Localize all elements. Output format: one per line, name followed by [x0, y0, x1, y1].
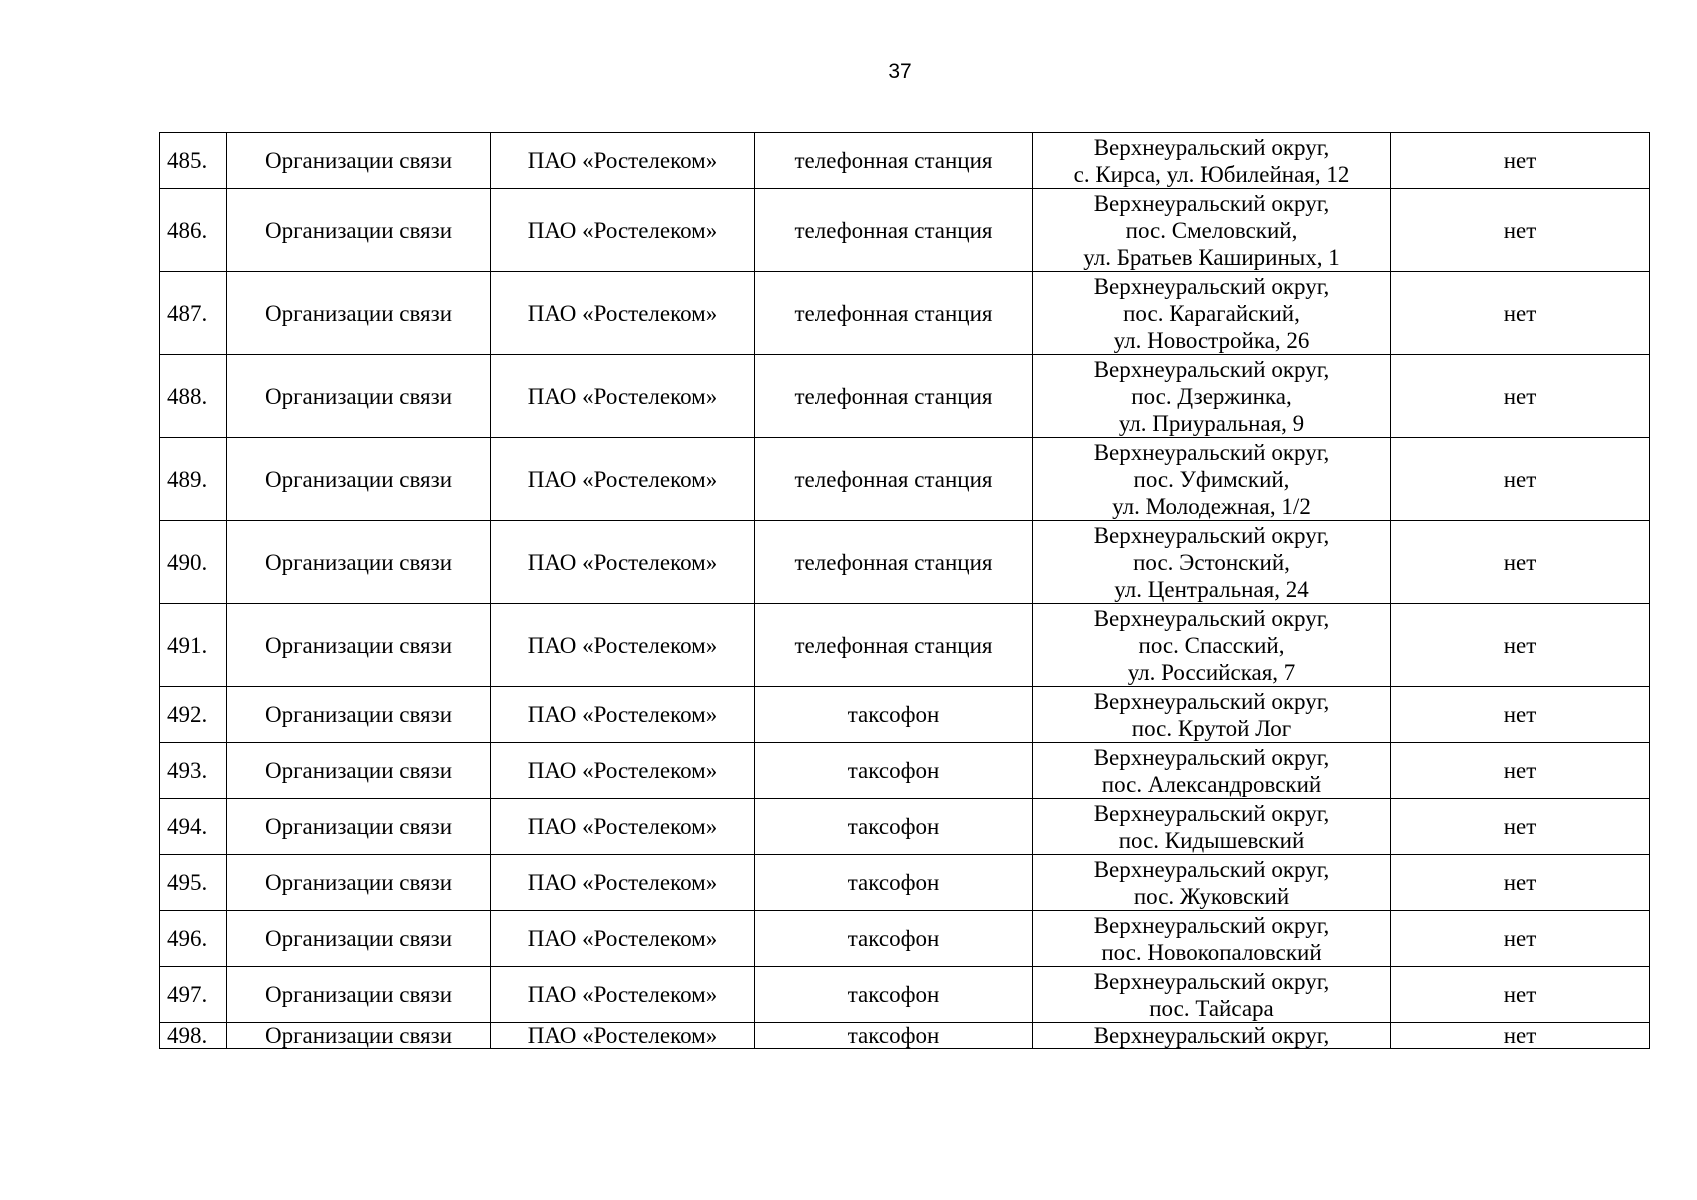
address-line: Верхнеуральский округ, — [1093, 968, 1330, 994]
category-cell: Организации связи — [227, 355, 491, 438]
category-cell: Организации связи — [227, 604, 491, 687]
address-line: пос. Крутой Лог — [1131, 715, 1292, 741]
object-type-cell: телефонная станция — [755, 355, 1033, 438]
table-row — [160, 438, 1650, 521]
address-line: ул. Братьев Кашириных, 1 — [1083, 244, 1340, 270]
address-cell — [1033, 967, 1391, 1023]
row-number-cell: 493. — [160, 743, 227, 799]
organization-cell: ПАО «Ростелеком» — [491, 743, 755, 799]
category-cell: Организации связи — [227, 189, 491, 272]
address-cell — [1033, 799, 1391, 855]
object-type-cell: телефонная станция — [755, 272, 1033, 355]
status-cell: нет — [1391, 438, 1650, 521]
row-number-cell: 497. — [160, 967, 227, 1023]
category-cell: Организации связи — [227, 1023, 491, 1049]
status-cell: нет — [1391, 272, 1650, 355]
status-cell: нет — [1391, 521, 1650, 604]
table-row — [160, 799, 1650, 855]
organization-cell: ПАО «Ростелеком» — [491, 687, 755, 743]
address-line: пос. Дзержинка, — [1131, 383, 1292, 409]
address-line: пос. Карагайский, — [1123, 300, 1300, 326]
object-type-cell: телефонная станция — [755, 133, 1033, 189]
address-line: пос. Кидышевский — [1118, 827, 1305, 853]
status-cell: нет — [1391, 189, 1650, 272]
status-cell: нет — [1391, 604, 1650, 687]
table-row — [160, 967, 1650, 1023]
row-number-cell: 492. — [160, 687, 227, 743]
organization-cell: ПАО «Ростелеком» — [491, 355, 755, 438]
address-line: ул. Приуральная, 9 — [1118, 410, 1305, 436]
object-type-cell: таксофон — [755, 967, 1033, 1023]
page-number: 37 — [888, 60, 912, 83]
category-cell: Организации связи — [227, 743, 491, 799]
category-cell: Организации связи — [227, 967, 491, 1023]
row-number-cell: 496. — [160, 911, 227, 967]
status-cell: нет — [1391, 355, 1650, 438]
organization-cell: ПАО «Ростелеком» — [491, 799, 755, 855]
row-number-cell: 498. — [160, 1023, 227, 1049]
address-line: ул. Центральная, 24 — [1114, 576, 1309, 602]
object-type-cell: таксофон — [755, 855, 1033, 911]
status-cell: нет — [1391, 687, 1650, 743]
address-cell — [1033, 438, 1391, 521]
address-line: Верхнеуральский округ, — [1093, 273, 1330, 299]
organization-cell: ПАО «Ростелеком» — [491, 521, 755, 604]
address-line: Верхнеуральский округ, — [1093, 744, 1330, 770]
table-row — [160, 189, 1650, 272]
address-line: Верхнеуральский округ, — [1093, 688, 1330, 714]
address-line: Верхнеуральский округ, — [1093, 522, 1330, 548]
table-row — [160, 687, 1650, 743]
address-line: Верхнеуральский округ, — [1093, 856, 1330, 882]
organization-cell: ПАО «Ростелеком» — [491, 189, 755, 272]
address-line: Верхнеуральский округ, — [1093, 356, 1330, 382]
status-cell: нет — [1391, 743, 1650, 799]
row-number-cell: 494. — [160, 799, 227, 855]
address-line: пос. Александровский — [1101, 771, 1322, 797]
address-line: пос. Уфимский, — [1133, 466, 1290, 492]
row-number-cell: 489. — [160, 438, 227, 521]
table-row — [160, 855, 1650, 911]
object-type-cell: таксофон — [755, 687, 1033, 743]
address-cell — [1033, 855, 1391, 911]
object-type-cell: телефонная станция — [755, 189, 1033, 272]
table-row — [160, 1023, 1650, 1049]
address-cell — [1033, 189, 1391, 272]
object-type-cell: телефонная станция — [755, 604, 1033, 687]
address-line: Верхнеуральский округ, — [1093, 190, 1330, 216]
row-number-cell: 490. — [160, 521, 227, 604]
organization-cell: ПАО «Ростелеком» — [491, 855, 755, 911]
table-row — [160, 272, 1650, 355]
category-cell: Организации связи — [227, 438, 491, 521]
address-line: Верхнеуральский округ, — [1093, 912, 1330, 938]
organization-cell: ПАО «Ростелеком» — [491, 604, 755, 687]
organization-cell: ПАО «Ростелеком» — [491, 1023, 755, 1049]
object-type-cell: телефонная станция — [755, 438, 1033, 521]
address-cell — [1033, 133, 1391, 189]
table-row — [160, 911, 1650, 967]
address-line: пос. Смеловский, — [1125, 217, 1298, 243]
object-type-cell: таксофон — [755, 911, 1033, 967]
address-line: ул. Молодежная, 1/2 — [1112, 493, 1311, 519]
table-row — [160, 355, 1650, 438]
category-cell: Организации связи — [227, 133, 491, 189]
address-line: пос. Жуковский — [1133, 883, 1290, 909]
status-cell: нет — [1391, 799, 1650, 855]
status-cell: нет — [1391, 855, 1650, 911]
address-line: Верхнеуральский округ, — [1093, 439, 1330, 465]
address-cell — [1033, 355, 1391, 438]
address-line: Верхнеуральский округ, — [1093, 800, 1330, 826]
address-line: ул. Российская, 7 — [1127, 659, 1296, 685]
object-type-cell: таксофон — [755, 743, 1033, 799]
registry-table — [159, 132, 1650, 1049]
address-cell — [1033, 743, 1391, 799]
table-row — [160, 133, 1650, 189]
object-type-cell: телефонная станция — [755, 521, 1033, 604]
organization-cell: ПАО «Ростелеком» — [491, 967, 755, 1023]
address-line: Верхнеуральский округ, — [1093, 1023, 1330, 1048]
address-line: пос. Спасский, — [1138, 632, 1285, 658]
status-cell: нет — [1391, 1023, 1650, 1049]
table-row — [160, 743, 1650, 799]
status-cell: нет — [1391, 133, 1650, 189]
registry-table-body — [160, 133, 1650, 1049]
status-cell: нет — [1391, 911, 1650, 967]
table-row — [160, 604, 1650, 687]
address-line: Верхнеуральский округ, — [1093, 605, 1330, 631]
organization-cell: ПАО «Ростелеком» — [491, 911, 755, 967]
address-line: пос. Тайсара — [1149, 995, 1274, 1021]
row-number-cell: 488. — [160, 355, 227, 438]
organization-cell: ПАО «Ростелеком» — [491, 133, 755, 189]
address-line: пос. Эстонский, — [1133, 549, 1290, 575]
row-number-cell: 491. — [160, 604, 227, 687]
row-number-cell: 486. — [160, 189, 227, 272]
object-type-cell: таксофон — [755, 1023, 1033, 1049]
category-cell: Организации связи — [227, 687, 491, 743]
row-number-cell: 485. — [160, 133, 227, 189]
address-cell — [1033, 911, 1391, 967]
category-cell: Организации связи — [227, 855, 491, 911]
address-cell — [1033, 604, 1391, 687]
status-cell: нет — [1391, 967, 1650, 1023]
address-line: пос. Новокопаловский — [1101, 939, 1322, 965]
organization-cell: ПАО «Ростелеком» — [491, 272, 755, 355]
table-row — [160, 521, 1650, 604]
category-cell: Организации связи — [227, 799, 491, 855]
category-cell: Организации связи — [227, 911, 491, 967]
address-cell — [1033, 1023, 1391, 1049]
address-line: с. Кирса, ул. Юбилейная, 12 — [1073, 161, 1350, 187]
category-cell: Организации связи — [227, 272, 491, 355]
address-cell — [1033, 272, 1391, 355]
address-cell — [1033, 521, 1391, 604]
address-line: ул. Новостройка, 26 — [1113, 327, 1310, 353]
organization-cell: ПАО «Ростелеком» — [491, 438, 755, 521]
row-number-cell: 487. — [160, 272, 227, 355]
address-line: Верхнеуральский округ, — [1093, 134, 1330, 160]
category-cell: Организации связи — [227, 521, 491, 604]
address-cell — [1033, 687, 1391, 743]
object-type-cell: таксофон — [755, 799, 1033, 855]
row-number-cell: 495. — [160, 855, 227, 911]
